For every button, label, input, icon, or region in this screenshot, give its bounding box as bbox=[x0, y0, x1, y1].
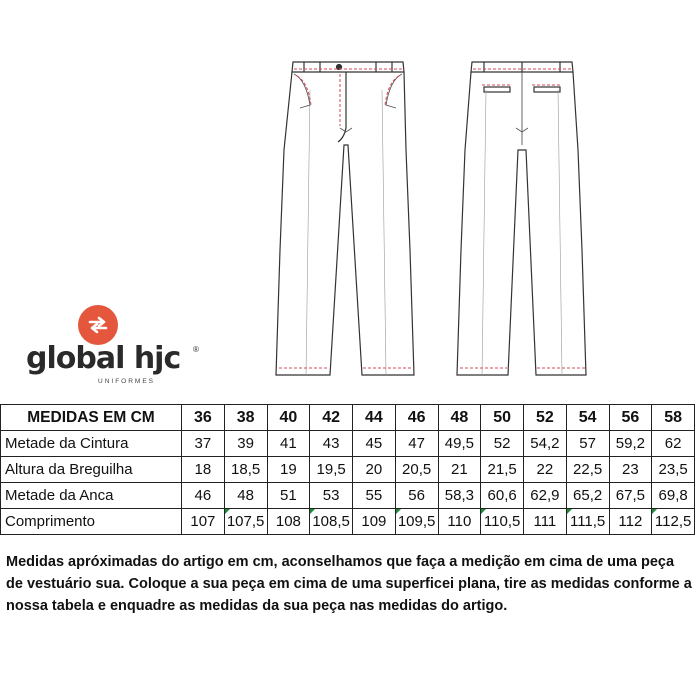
table-cell: 65,2 bbox=[566, 483, 609, 509]
table-cell: 111,5 bbox=[566, 509, 609, 535]
table-cell: 51 bbox=[267, 483, 310, 509]
table-cell: 43 bbox=[310, 431, 353, 457]
size-header: 44 bbox=[353, 405, 396, 431]
brand-logo bbox=[22, 305, 197, 385]
table-cell: 46 bbox=[182, 483, 225, 509]
table-cell: 49,5 bbox=[438, 431, 481, 457]
back-stitching bbox=[460, 69, 585, 368]
table-cell: 54,2 bbox=[524, 431, 567, 457]
row-label: Metade da Anca bbox=[1, 483, 182, 509]
table-cell: 48 bbox=[224, 483, 267, 509]
size-header: 56 bbox=[609, 405, 652, 431]
table-cell: 109 bbox=[353, 509, 396, 535]
table-cell: 110 bbox=[438, 509, 481, 535]
table-cell: 22,5 bbox=[566, 457, 609, 483]
pants-drawings bbox=[260, 50, 620, 395]
table-cell: 23,5 bbox=[652, 457, 695, 483]
table-row bbox=[1, 457, 695, 483]
table-cell: 108,5 bbox=[310, 509, 353, 535]
table-cell: 20 bbox=[353, 457, 396, 483]
size-header: 46 bbox=[395, 405, 438, 431]
logo-emblem-icon bbox=[78, 305, 118, 345]
table-cell: 20,5 bbox=[395, 457, 438, 483]
table-cell: 58,3 bbox=[438, 483, 481, 509]
size-header: 42 bbox=[310, 405, 353, 431]
table-cell: 109,5 bbox=[395, 509, 438, 535]
table-cell: 19 bbox=[267, 457, 310, 483]
table-cell: 47 bbox=[395, 431, 438, 457]
swap-arrows-icon bbox=[85, 312, 111, 338]
table-row bbox=[1, 483, 695, 509]
table-cell: 18 bbox=[182, 457, 225, 483]
table-cell: 22 bbox=[524, 457, 567, 483]
table-cell: 111 bbox=[524, 509, 567, 535]
table-cell: 107,5 bbox=[224, 509, 267, 535]
brand-tagline: UNIFORMES bbox=[98, 378, 155, 385]
size-header: 40 bbox=[267, 405, 310, 431]
table-cell: 110,5 bbox=[481, 509, 524, 535]
table-cell: 67,5 bbox=[609, 483, 652, 509]
table-cell: 112 bbox=[609, 509, 652, 535]
table-cell: 107 bbox=[182, 509, 225, 535]
row-label: Metade da Cintura bbox=[1, 431, 182, 457]
pants-front-drawing bbox=[276, 62, 414, 375]
row-label: Altura da Breguilha bbox=[1, 457, 182, 483]
table-cell: 37 bbox=[182, 431, 225, 457]
table-header-label: MEDIDAS EM CM bbox=[1, 405, 182, 431]
table-cell: 52 bbox=[481, 431, 524, 457]
table-cell: 112,5 bbox=[652, 509, 695, 535]
table-cell: 56 bbox=[395, 483, 438, 509]
table-cell: 55 bbox=[353, 483, 396, 509]
size-header: 52 bbox=[524, 405, 567, 431]
measurement-note: Medidas apróximadas do artigo em cm, aconselhamos que faça a medição em cima de uma peça de vestuário sua. Coloque a sua peça em cima de uma superficei plana, tire as medidas conforme a nossa tabela e enquadre as medidas da sua peça nas medidas do artigo. bbox=[6, 554, 692, 614]
table-cell: 45 bbox=[353, 431, 396, 457]
size-header: 50 bbox=[481, 405, 524, 431]
table-cell: 21,5 bbox=[481, 457, 524, 483]
size-header: 38 bbox=[224, 405, 267, 431]
table-cell: 18,5 bbox=[224, 457, 267, 483]
table-cell: 23 bbox=[609, 457, 652, 483]
pants-back-drawing bbox=[457, 62, 586, 375]
table-cell: 57 bbox=[566, 431, 609, 457]
table-cell: 41 bbox=[267, 431, 310, 457]
size-header: 48 bbox=[438, 405, 481, 431]
table-row bbox=[1, 509, 695, 535]
table-cell: 19,5 bbox=[310, 457, 353, 483]
size-table bbox=[0, 404, 695, 535]
size-header: 54 bbox=[566, 405, 609, 431]
table-row bbox=[1, 431, 695, 457]
brand-name: global hjc bbox=[26, 341, 181, 376]
size-header-row bbox=[1, 405, 695, 431]
registered-mark: ® bbox=[193, 345, 199, 354]
table-cell: 108 bbox=[267, 509, 310, 535]
size-header: 36 bbox=[182, 405, 225, 431]
table-cell: 53 bbox=[310, 483, 353, 509]
table-cell: 62,9 bbox=[524, 483, 567, 509]
table-cell: 69,8 bbox=[652, 483, 695, 509]
size-header: 58 bbox=[652, 405, 695, 431]
row-label: Comprimento bbox=[1, 509, 182, 535]
table-cell: 59,2 bbox=[609, 431, 652, 457]
table-cell: 60,6 bbox=[481, 483, 524, 509]
table-cell: 62 bbox=[652, 431, 695, 457]
table-cell: 39 bbox=[224, 431, 267, 457]
table-cell: 21 bbox=[438, 457, 481, 483]
